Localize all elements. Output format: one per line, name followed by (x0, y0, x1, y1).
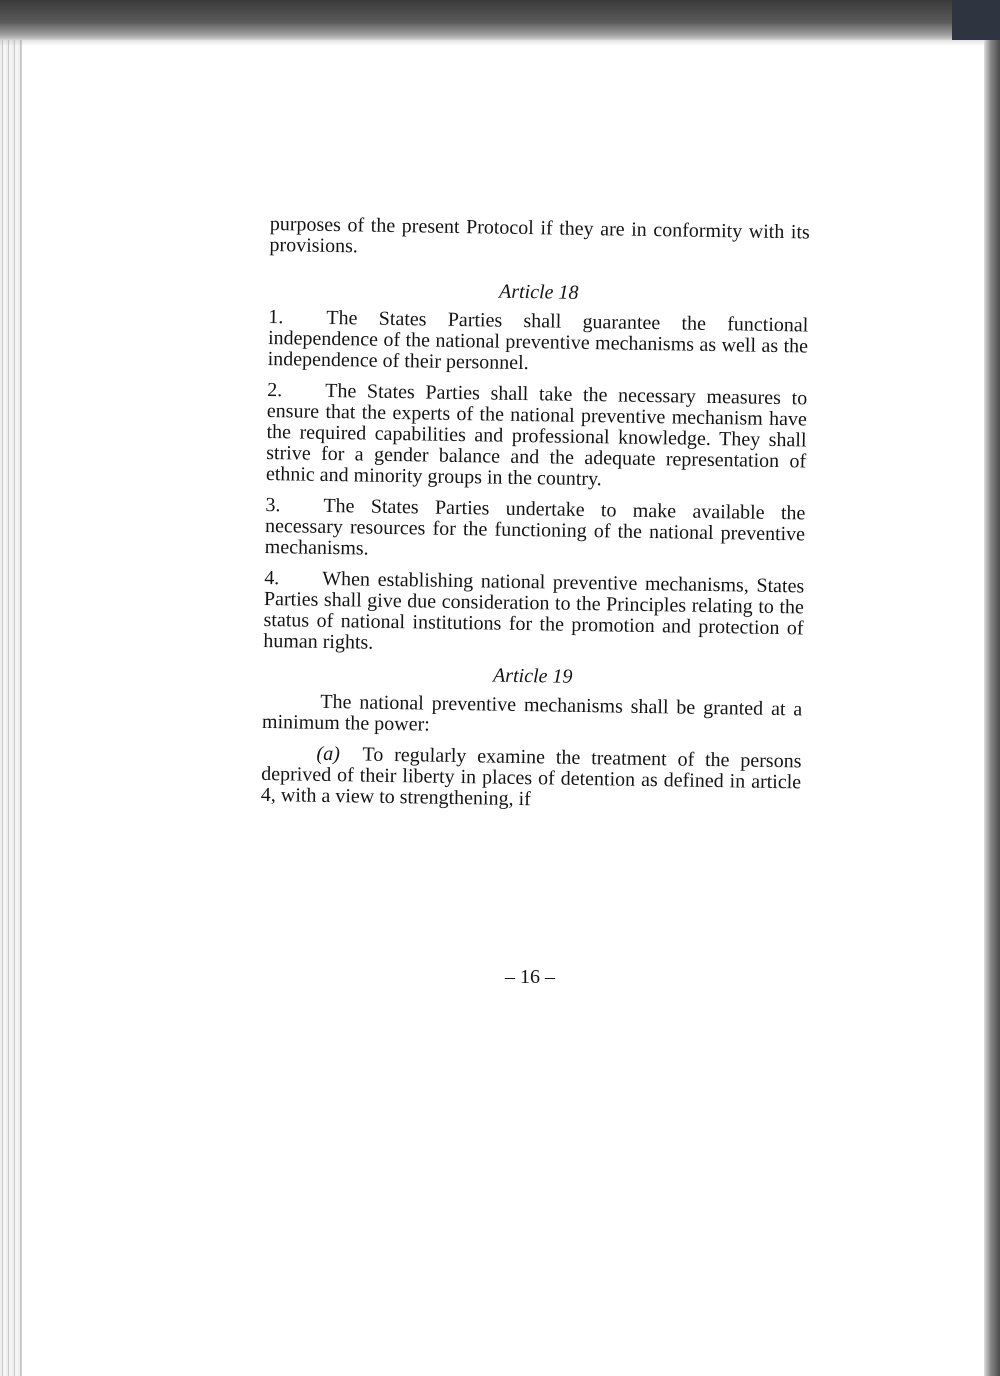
paragraph-text: The States Parties shall take the necessary measures to ensure that the experts of the national preventive mechanism have the required capabilities and professional knowledge. They shall strive for a gender balance and the adequate representation of ethnic and minority groups in the country. (265, 379, 808, 491)
page-number: – 16 – (505, 966, 555, 988)
stacked-page-edges (0, 30, 24, 1376)
article-19-item-a (261, 743, 802, 814)
paragraph-text: The States Parties shall guarantee the functional independence of the national preventive mechanisms as well as the independence of their personnel. (267, 306, 809, 375)
scanner-corner (952, 0, 1000, 40)
paragraph-text: The States Parties undertake to make available the necessary resources for the functioning of the national preventive mechanisms. (264, 494, 806, 560)
article-18-paragraph-1 (268, 307, 809, 378)
item-text: To regularly examine the treatment of the persons deprived of their liberty in places of detention as defined in article 4, with a view to strengthening, if (260, 743, 802, 811)
article-18-heading: Article 18 (498, 280, 579, 304)
continuation-paragraph: purposes of the present Protocol if they are in conformity with its provisions. (269, 213, 810, 258)
paragraph-number: 1. (268, 305, 284, 329)
paragraph-text: When establishing national preventive mechanisms, States Parties shall give due consideration to the Principles relating to the status of national institutions for the promotion and protection of human rights. (263, 567, 805, 654)
scanner-top-shadow (0, 34, 1000, 46)
document-body (261, 214, 810, 824)
article-19-intro: The national preventive mechanisms shall be granted at a minimum the power: (261, 690, 803, 736)
article-18-paragraph-2 (266, 380, 808, 493)
article-18-paragraph-3 (265, 495, 806, 566)
scanner-right-border (984, 0, 1000, 1376)
item-label: (a) (316, 742, 341, 766)
article-18-paragraph-4 (263, 568, 804, 660)
paragraph-number: 2. (267, 378, 283, 402)
paragraph-number: 3. (265, 493, 281, 517)
paragraph-number: 4. (264, 566, 280, 590)
article-19-heading: Article 19 (492, 664, 573, 688)
